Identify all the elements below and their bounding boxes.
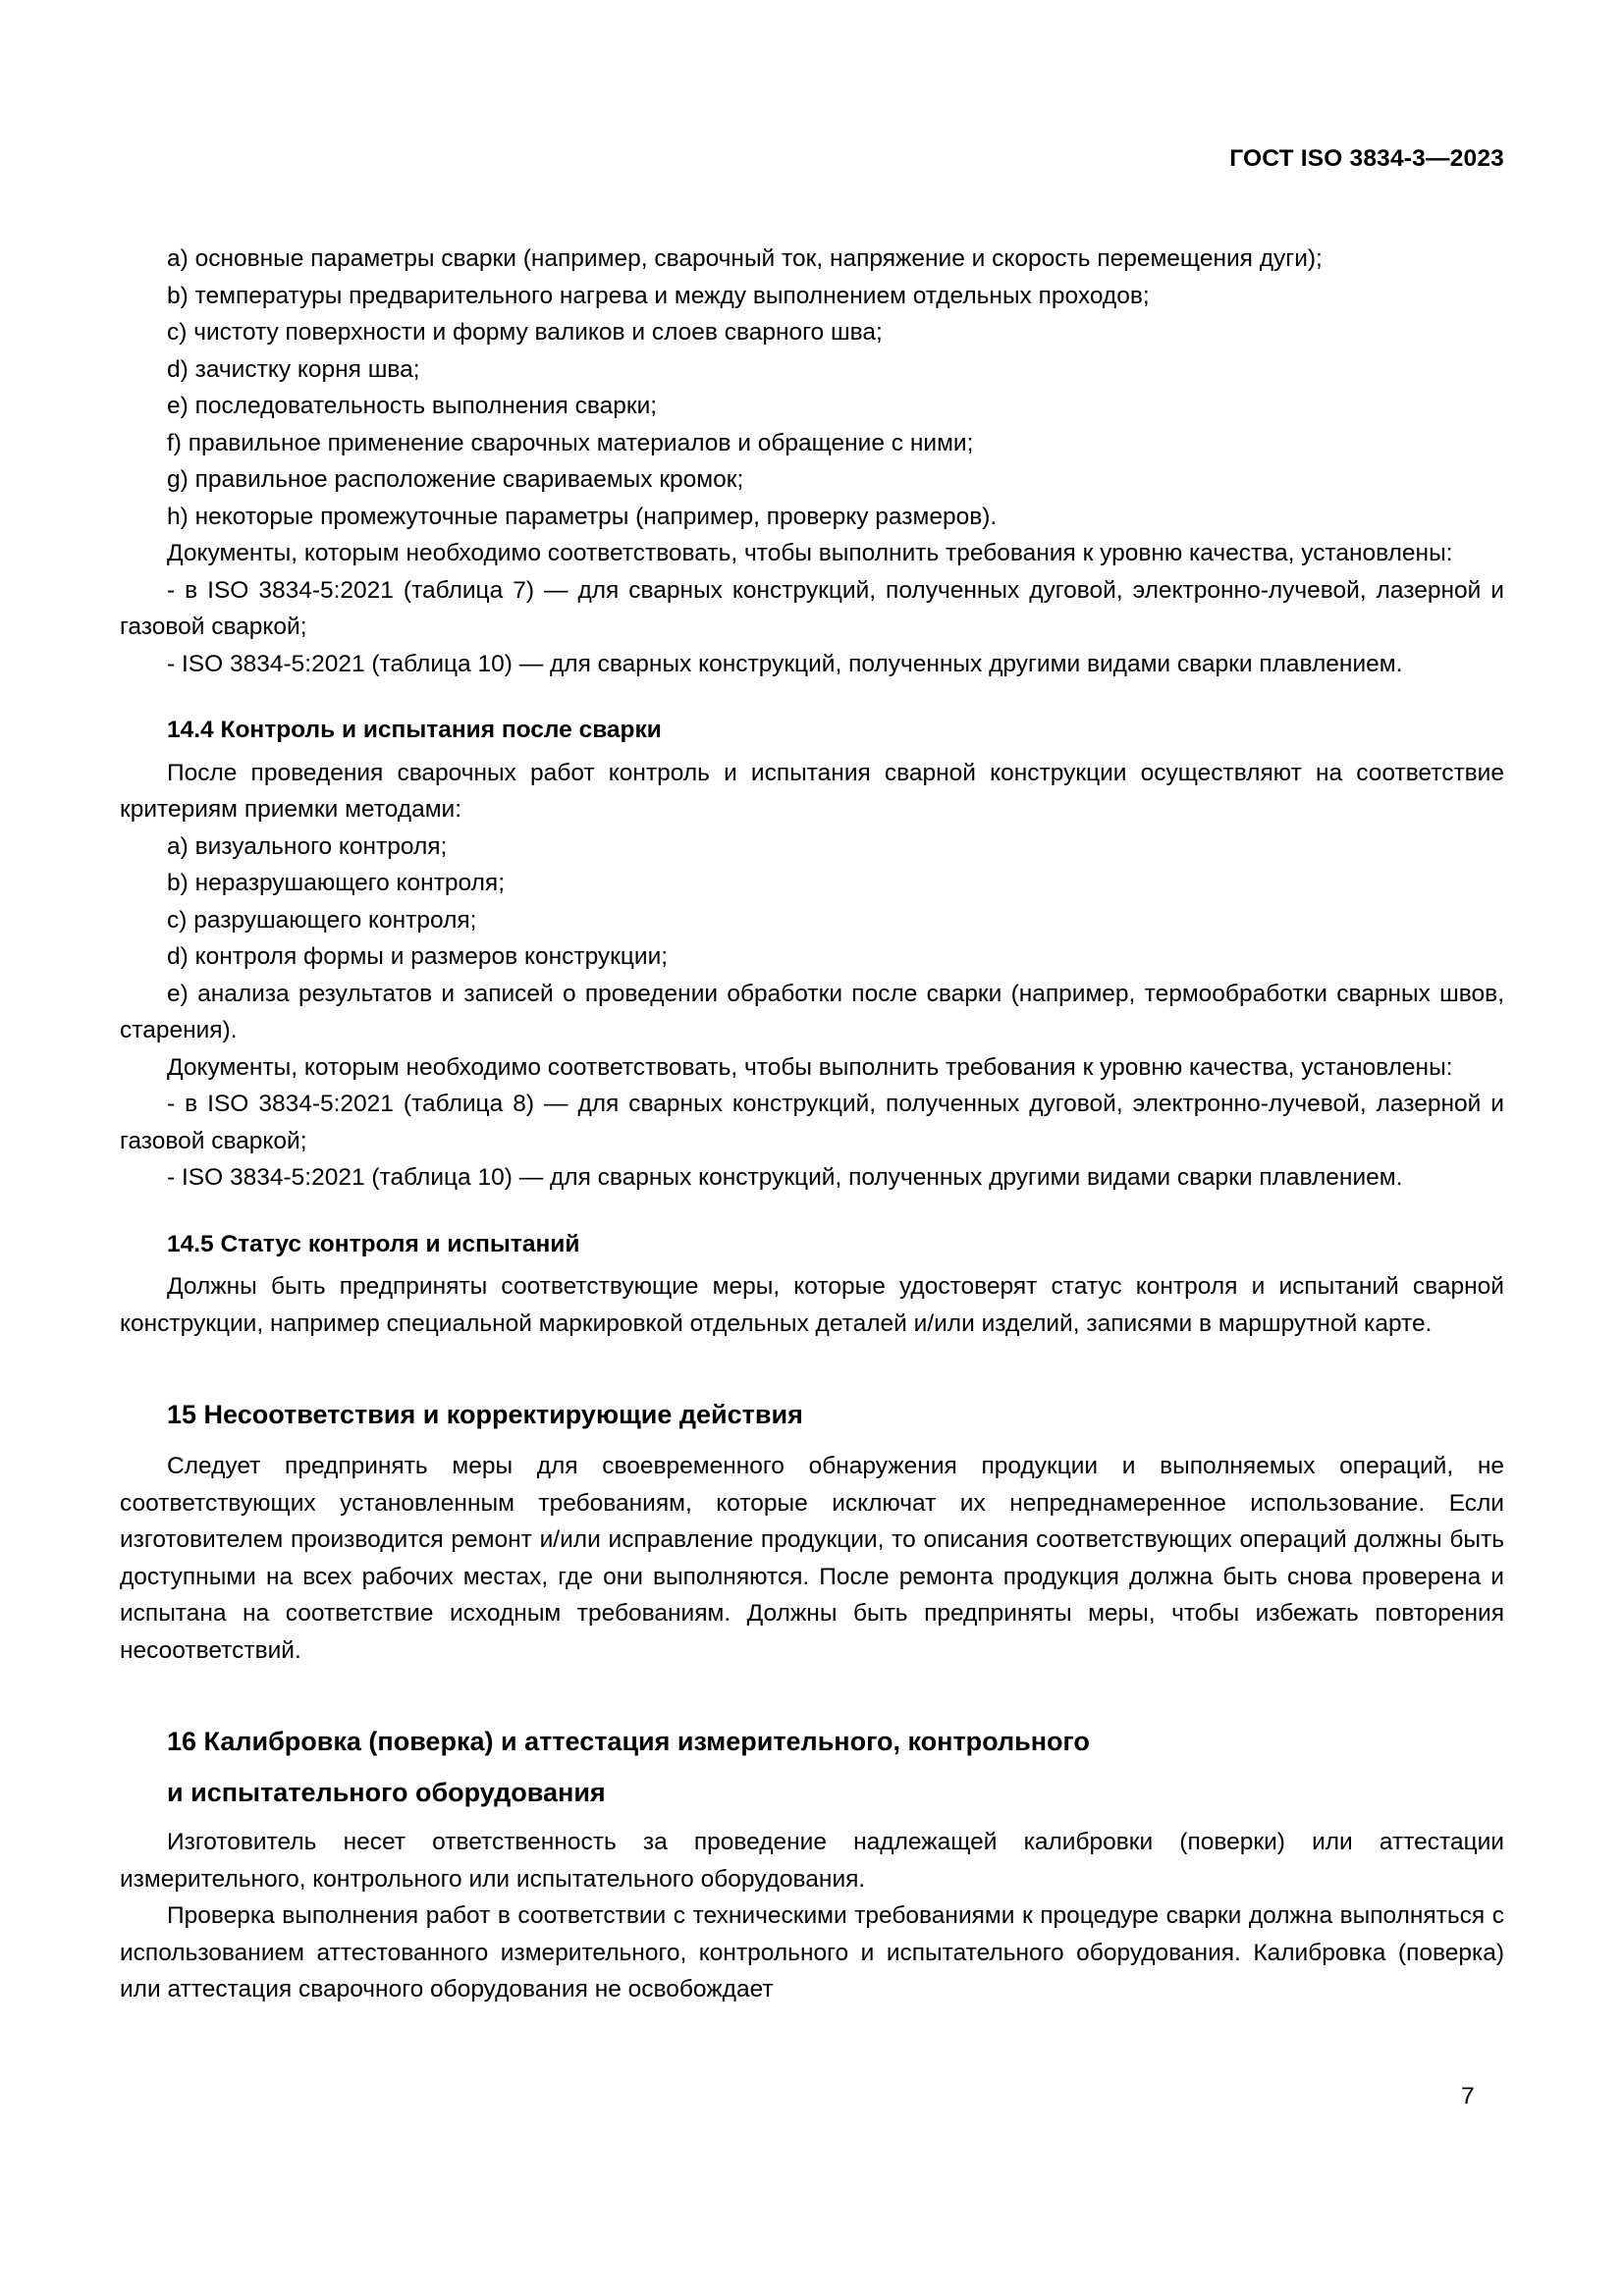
heading-14-5: 14.5 Статус контроля и испытаний — [167, 1230, 580, 1257]
paragraph-docs-item: - ISO 3834-5:2021 (таблица 10) — для сварных конструкций, полученных другими видами сварки плавлением. — [167, 650, 1403, 677]
list-item: h) некоторые промежуточные параметры (например, проверку размеров). — [167, 503, 998, 530]
heading-15: 15 Несоответствия и корректирующие действия — [167, 1400, 803, 1429]
list-item: e) анализа результатов и записей о проведении обработки после сварки (например, термообработки сварных швов, старения). — [120, 980, 1504, 1043]
paragraph-15: Следует предпринять меры для своевременного обнаружения продукции и выполняемых операций, не соответствующих установленным требованиям, которые исключат их непреднамеренное использование. Если изготовителем производится ремонт и/или исправление продукции, то описания соответствующих операций должны быть доступными на всех рабочих местах, где они выполняются. После ремонта продукция должна быть снова проверена и испытана на соответствие исходным требованиям. Должны быть предприняты меры, чтобы избежать повторения несоответствий. — [120, 1453, 1504, 1664]
page-content — [120, 240, 1504, 2008]
list-item: a) основные параметры сварки (например, сварочный ток, напряжение и скорость перемещения дуги); — [167, 245, 1323, 272]
paragraph-docs-intro: Документы, которым необходимо соответствовать, чтобы выполнить требования к уровню качества, установлены: — [167, 540, 1453, 566]
paragraph-docs-item: - в ISO 3834-5:2021 (таблица 7) — для сварных конструкций, полученных дуговой, электронно-лучевой, лазерной и газовой сваркой; — [120, 576, 1504, 640]
list-item: c) чистоту поверхности и форму валиков и слоев сварного шва; — [167, 319, 883, 346]
list-item: d) контроля формы и размеров конструкции; — [167, 943, 669, 970]
list-item: g) правильное расположение свариваемых кромок; — [167, 466, 744, 493]
heading-14-4: 14.4 Контроль и испытания после сварки — [167, 717, 662, 743]
paragraph-16-1: Изготовитель несет ответственность за проведение надлежащей калибровки (поверки) или аттестации измерительного, контрольного или испытательного оборудования. — [120, 1829, 1504, 1893]
paragraph-16-2: Проверка выполнения работ в соответствии с техническими требованиями к процедуре сварки должна выполняться с использованием аттестованного измерительного, контрольного и испытательного оборудования. Калибровка (поверка) или аттестация сварочного оборудования не освобождает — [120, 1902, 1504, 2002]
paragraph-14-4-intro: После проведения сварочных работ контроль и испытания сварной конструкции осуществляют на соответствие критериям приемки методами: — [120, 759, 1504, 823]
paragraph-docs-item: - в ISO 3834-5:2021 (таблица 8) — для сварных конструкций, полученных дуговой, электронно-лучевой, лазерной и газовой сваркой; — [120, 1091, 1504, 1154]
list-item: f) правильное применение сварочных материалов и обращение с ними; — [167, 429, 974, 456]
paragraph-14-5: Должны быть предприняты соответствующие меры, которые удостоверят статус контроля и испытаний сварной конструкции, например специальной маркировкой отдельных деталей и/или изделий, записями в маршрутной карте. — [120, 1273, 1504, 1337]
list-item: e) последовательность выполнения сварки; — [167, 393, 658, 419]
list-item: a) визуального контроля; — [167, 832, 448, 860]
list-item: c) разрушающего контроля; — [167, 906, 477, 934]
heading-16-line1: 16 Калибровка (поверка) и аттестация измерительного, контрольного — [167, 1727, 1090, 1756]
heading-16-line2: и испытательного оборудования — [167, 1778, 606, 1807]
page-header: ГОСТ ISO 3834-3—2023 — [1229, 145, 1504, 172]
list-item: b) температуры предварительного нагрева и между выполнением отдельных проходов; — [167, 282, 1150, 309]
paragraph-docs-item: - ISO 3834-5:2021 (таблица 10) — для сварных конструкций, полученных другими видами сварки плавлением. — [167, 1164, 1403, 1191]
list-item: b) неразрушающего контроля; — [167, 870, 506, 896]
page-number: 7 — [1461, 2083, 1475, 2109]
list-item: d) зачистку корня шва; — [167, 355, 420, 383]
paragraph-docs-intro: Документы, которым необходимо соответствовать, чтобы выполнить требования к уровню качества, установлены: — [167, 1053, 1453, 1081]
